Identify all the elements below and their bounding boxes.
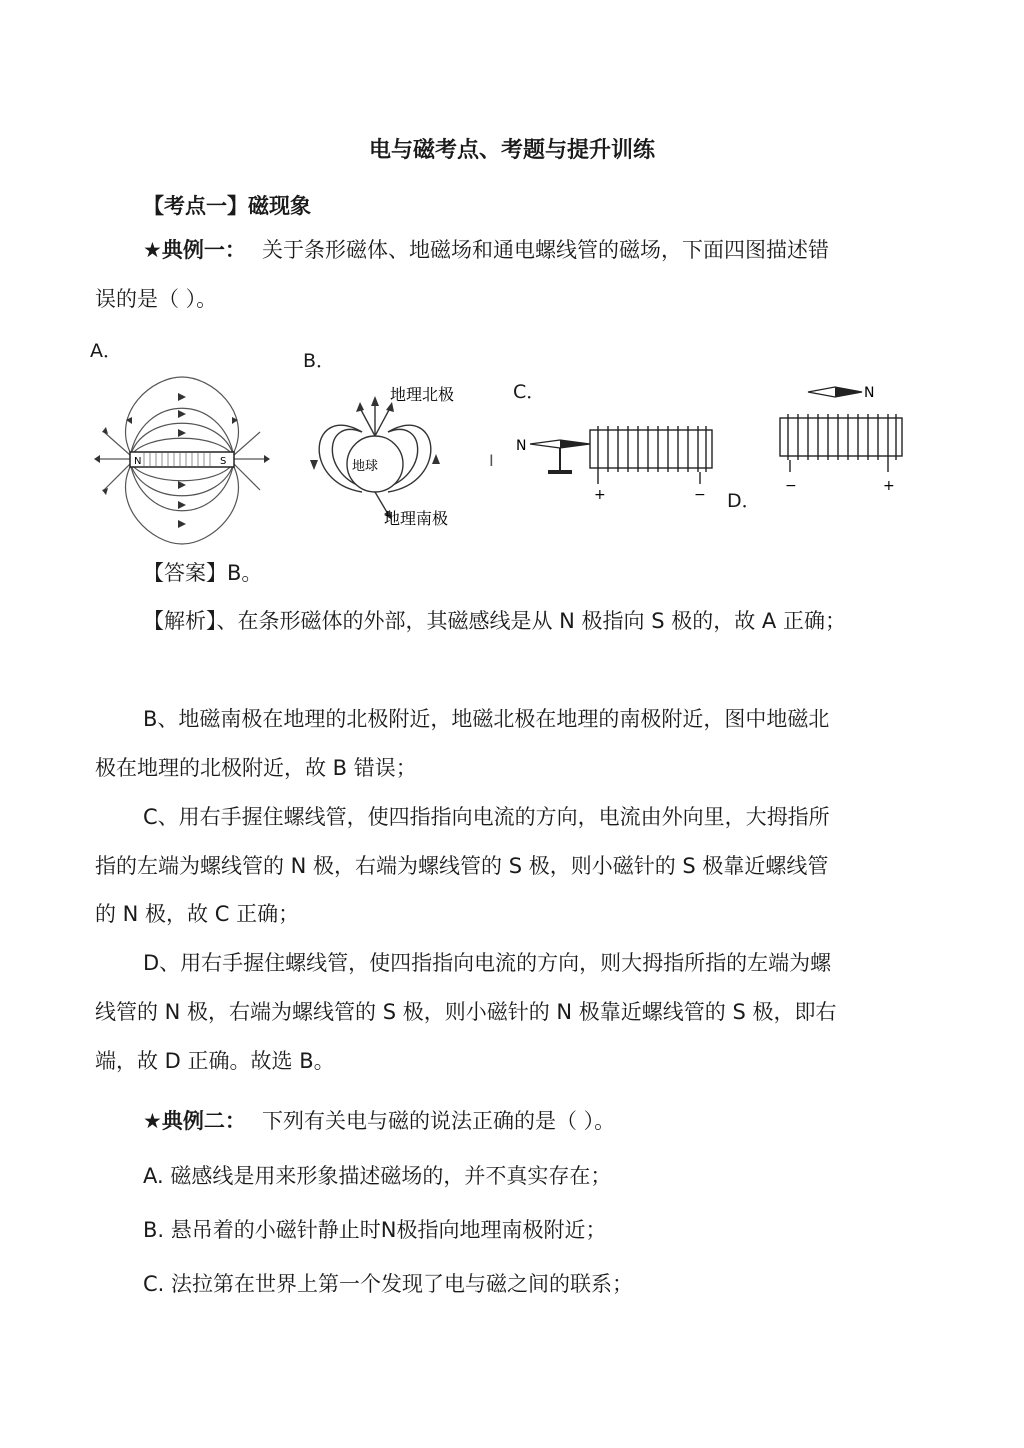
analysis-line: B、地磁南极在地理的北极附近，地磁北极在地理的南极附近，图中地磁北 bbox=[143, 707, 830, 731]
answer: 【答案】B。 bbox=[143, 561, 263, 585]
figure-d-solenoid bbox=[770, 376, 910, 496]
earth-label: 地球 bbox=[352, 459, 379, 474]
figure-a-bar-magnet-field bbox=[92, 372, 272, 552]
analysis-line: C、用右手握住螺线管，使四指指向电流的方向，电流由外向里，大拇指所 bbox=[143, 805, 830, 829]
option-a-label: A． bbox=[90, 340, 122, 362]
page-title: 电与磁考点、考题与提升训练 bbox=[368, 138, 655, 163]
example2-stem: 下列有关电与磁的说法正确的是（ ）。 bbox=[262, 1109, 616, 1133]
figure-b-earth-field bbox=[300, 372, 480, 532]
minus-d-label: − bbox=[785, 478, 797, 494]
option-d-label: D． bbox=[727, 490, 761, 512]
example1-stem-line2: 误的是（ ）。 bbox=[95, 287, 218, 311]
example2-option: C. 法拉第在世界上第一个发现了电与磁之间的联系； bbox=[143, 1272, 634, 1296]
analysis-line: 指的左端为螺线管的 N 极，右端为螺线管的 S 极，则小磁针的 S 极靠近螺线管 bbox=[95, 854, 829, 878]
magnet-s-label: S bbox=[220, 456, 227, 467]
analysis-line: D、用右手握住螺线管，使四指指向电流的方向，则大拇指所指的左端为螺 bbox=[143, 951, 832, 975]
geo-south-label: 地理南极 bbox=[384, 509, 449, 528]
stray-mark: I bbox=[489, 451, 494, 470]
minus-c-label: − bbox=[694, 487, 706, 503]
geo-north-label: 地理北极 bbox=[390, 385, 455, 404]
analysis-line: 【解析】、在条形磁体的外部，其磁感线是从 N 极指向 S 极的，故 A 正确； bbox=[143, 609, 846, 633]
figure-c-solenoid bbox=[510, 412, 730, 512]
needle-c-n-label: N bbox=[516, 438, 527, 454]
example2-option: A. 磁感线是用来形象描述磁场的，并不真实存在； bbox=[143, 1164, 612, 1188]
analysis-line: 的 N 极，故 C 正确； bbox=[95, 902, 300, 926]
example1-stem-line1: 关于条形磁体、地磁场和通电螺线管的磁场，下面四图描述错 bbox=[262, 238, 829, 262]
analysis-line: 线管的 N 极，右端为螺线管的 S 极，则小磁针的 N 极靠近螺线管的 S 极，即右 bbox=[95, 1000, 837, 1024]
analysis-line: 极在地理的北极附近，故 B 错误； bbox=[95, 756, 417, 780]
option-b-label: B． bbox=[303, 350, 336, 372]
section-heading: 【考点一】磁现象 bbox=[143, 194, 311, 218]
plus-c-label: + bbox=[594, 487, 606, 503]
plus-d-label: + bbox=[883, 478, 895, 494]
analysis-line: 端，故 D 正确。故选 B。 bbox=[95, 1049, 335, 1073]
option-c-label: C． bbox=[513, 381, 546, 403]
magnet-n-label: N bbox=[134, 456, 142, 467]
example2-label: ★典例二： bbox=[143, 1109, 246, 1133]
needle-d-n-label: N bbox=[864, 385, 875, 401]
example1-label: ★典例一： bbox=[143, 238, 246, 262]
example2-option: B. 悬吊着的小磁针静止时N极指向地理南极附近； bbox=[143, 1218, 607, 1242]
